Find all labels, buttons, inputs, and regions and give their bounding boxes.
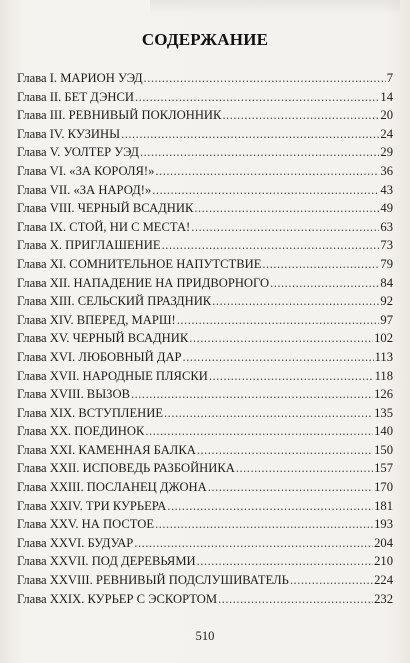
page-number: 510 (195, 629, 215, 643)
dot-leader (164, 404, 373, 423)
chapter-page-number: 150 (374, 442, 393, 457)
toc-entry (17, 162, 393, 181)
chapter-title: Глава XXI. КАМЕННАЯ БАЛКА (17, 442, 196, 457)
chapter-page-number: 92 (380, 294, 393, 309)
dot-leader (218, 590, 373, 609)
chapter-title: Глава VI. «ЗА КОРОЛЯ!» (17, 163, 155, 178)
toc-entry (17, 199, 393, 218)
chapter-title: Глава XXV. НА ПОСТОЕ (17, 517, 155, 532)
chapter-title: Глава XXIV. ТРИ КУРЬЕРА (17, 498, 167, 513)
dot-leader (152, 181, 379, 200)
chapter-page-number: 140 (374, 424, 393, 439)
chapter-title: Глава II. БЕТ ДЭНСИ (17, 89, 134, 104)
chapter-title: Глава XVII. НАРОДНЫЕ ПЛЯСКИ (17, 368, 208, 383)
chapter-page-number: 118 (374, 368, 393, 383)
chapter-title: Глава XX. ПОЕДИНОК (17, 424, 145, 439)
toc-entry (17, 404, 393, 423)
toc-entry (17, 255, 393, 274)
chapter-title: Глава XV. ЧЕРНЫЙ ВСАДНИК (17, 331, 189, 346)
toc-entry (17, 459, 393, 478)
chapter-title: Глава XXIII. ПОСЛАНЕЦ ДЖОНА (17, 480, 207, 495)
chapter-page-number: 170 (374, 480, 393, 495)
chapter-title: Глава XIV. ВПЕРЕД, МАРШ! (17, 312, 176, 327)
dot-leader (131, 385, 373, 404)
dot-leader (155, 162, 379, 181)
chapter-page-number: 36 (380, 163, 393, 178)
dot-leader (222, 106, 379, 125)
dot-leader (144, 69, 386, 88)
dot-leader (162, 236, 380, 255)
toc-entry (17, 497, 393, 516)
dot-leader (270, 274, 379, 293)
toc-entry (17, 552, 393, 571)
table-of-contents (17, 69, 393, 608)
dot-leader (145, 422, 373, 441)
dot-leader (290, 571, 373, 590)
chapter-page-number: 113 (374, 349, 393, 364)
chapter-page-number: 157 (374, 461, 393, 476)
chapter-page-number: 181 (374, 498, 393, 513)
page-title: СОДЕРЖАНИЕ (141, 30, 269, 49)
chapter-page-number: 97 (380, 312, 393, 327)
dot-leader (197, 441, 373, 460)
toc-entry (17, 534, 393, 553)
dot-leader (177, 311, 380, 330)
chapter-title: Глава IX. СТОЙ, НИ С МЕСТА! (17, 219, 191, 234)
dot-leader (262, 255, 379, 274)
toc-entry (17, 88, 393, 107)
toc-entry (17, 515, 393, 534)
toc-entry (17, 106, 393, 125)
chapter-title: Глава XVIII. ВЫЗОВ (17, 387, 130, 402)
dot-leader (140, 143, 379, 162)
chapter-page-number: 24 (380, 126, 393, 141)
toc-entry (17, 292, 393, 311)
dot-leader (197, 552, 373, 571)
dot-leader (189, 329, 373, 348)
dot-leader (236, 459, 373, 478)
chapter-title: Глава VII. «ЗА НАРОД!» (17, 182, 152, 197)
chapter-title: Глава XIII. СЕЛЬСКИЙ ПРАЗДНИК (17, 294, 212, 309)
dot-leader (194, 199, 379, 218)
toc-entry (17, 590, 393, 609)
chapter-page-number: 232 (374, 591, 393, 606)
chapter-page-number: 14 (380, 89, 393, 104)
chapter-title: Глава XXVII. ПОД ДЕРЕВЬЯМИ (17, 554, 196, 569)
toc-entry (17, 311, 393, 330)
chapter-page-number: 63 (380, 219, 393, 234)
toc-entry (17, 367, 393, 386)
chapter-page-number: 7 (386, 71, 393, 85)
toc-entry (17, 441, 393, 460)
toc-entry (17, 348, 393, 367)
toc-entry (17, 236, 393, 255)
dot-leader (135, 88, 379, 107)
dot-leader (121, 125, 379, 144)
chapter-page-number: 135 (374, 405, 393, 420)
chapter-page-number: 210 (374, 554, 393, 569)
show-through-bleed (150, 0, 400, 14)
toc-entry (17, 329, 393, 348)
chapter-title: Глава I. МАРИОН УЭД (17, 71, 143, 85)
chapter-title: Глава XXVI. БУДУАР (17, 535, 134, 550)
chapter-title: Глава VIII. ЧЕРНЫЙ ВСАДНИК (17, 201, 194, 216)
toc-entry (17, 571, 393, 590)
chapter-title: Глава XI. СОМНИТЕЛЬНОЕ НАПУТСТВИЕ (17, 256, 262, 271)
dot-leader (134, 534, 373, 553)
toc-entry (17, 274, 393, 293)
chapter-title: Глава XII. НАПАДЕНИЕ НА ПРИДВОРНОГО (17, 275, 270, 290)
toc-entry (17, 385, 393, 404)
toc-entry (17, 69, 393, 88)
chapter-page-number: 193 (374, 517, 393, 532)
chapter-page-number: 43 (380, 182, 393, 197)
chapter-page-number: 204 (374, 535, 393, 550)
toc-entry (17, 422, 393, 441)
dot-leader (167, 497, 373, 516)
dot-leader (208, 478, 373, 497)
chapter-title: Глава III. РЕВНИВЫЙ ПОКЛОННИК (17, 108, 222, 123)
dot-leader (212, 292, 379, 311)
chapter-title: Глава X. ПРИГЛАШЕНИЕ (17, 238, 161, 253)
chapter-page-number: 79 (380, 256, 393, 271)
toc-entry (17, 478, 393, 497)
dot-leader (155, 515, 373, 534)
chapter-title: Глава XXII. ИСПОВЕДЬ РАЗБОЙНИКА (17, 461, 235, 476)
toc-entry (17, 181, 393, 200)
toc-entry (17, 218, 393, 237)
chapter-page-number: 224 (374, 573, 393, 588)
dot-leader (191, 218, 379, 237)
chapter-page-number: 84 (380, 275, 393, 290)
toc-entry (17, 125, 393, 144)
dot-leader (209, 367, 374, 386)
toc-entry (17, 143, 393, 162)
chapter-page-number: 20 (380, 108, 393, 123)
chapter-page-number: 102 (374, 331, 393, 346)
chapter-title: Глава XIX. ВСТУПЛЕНИЕ (17, 405, 164, 420)
dot-leader (183, 348, 374, 367)
chapter-page-number: 49 (380, 201, 393, 216)
chapter-title: Глава XXIX. КУРЬЕР С ЭСКОРТОМ (17, 591, 218, 606)
chapter-title: Глава XXVIII. РЕВНИВЫЙ ПОДСЛУШИВАТЕЛЬ (17, 573, 289, 588)
chapter-page-number: 126 (374, 387, 393, 402)
chapter-title: Глава XVI. ЛЮБОВНЫЙ ДАР (17, 349, 182, 364)
chapter-title: Глава V. УОЛТЕР УЭД (17, 145, 139, 160)
chapter-page-number: 73 (380, 238, 393, 253)
chapter-title: Глава IV. КУЗИНЫ (17, 126, 121, 141)
chapter-page-number: 29 (380, 145, 393, 160)
